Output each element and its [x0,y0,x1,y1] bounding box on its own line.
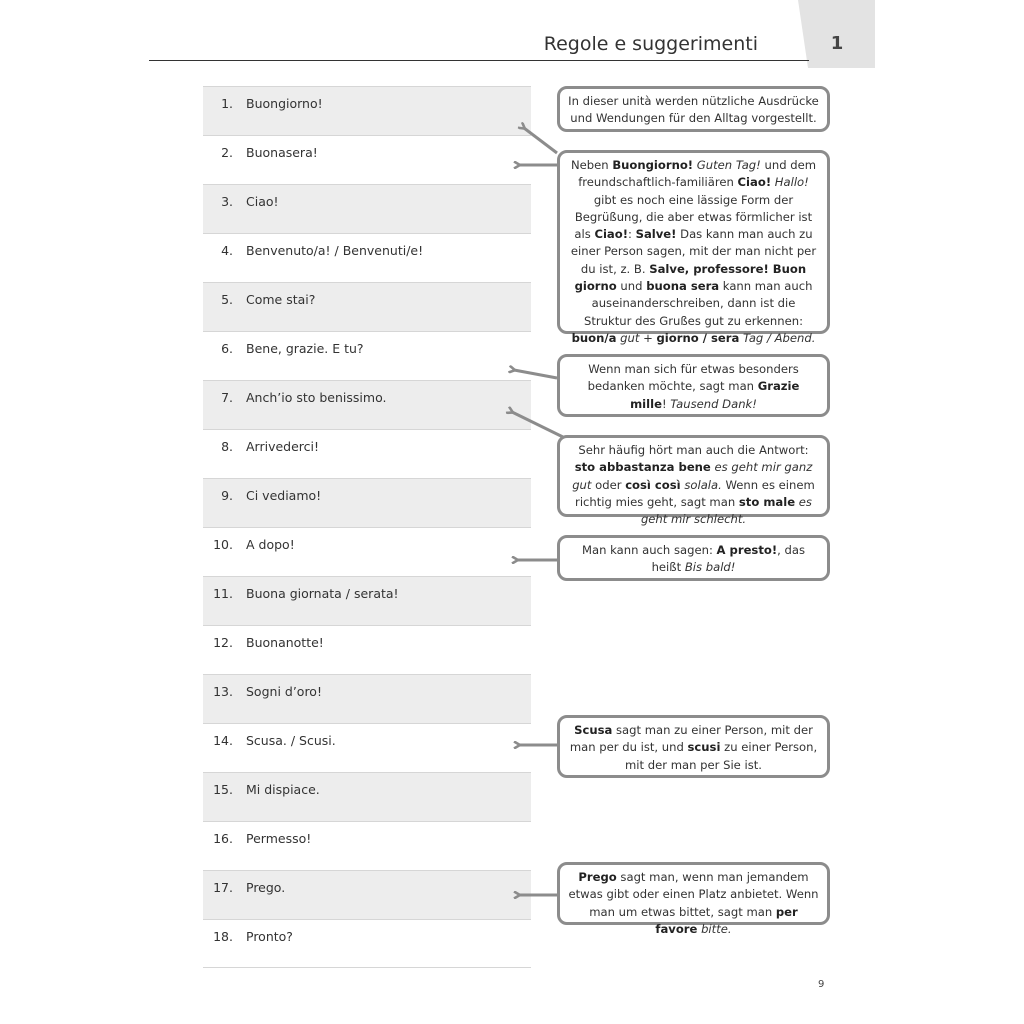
tip-text-segment: Wenn man sich für etwas besonders bedanken möchte, sagt man [587,362,799,394]
tip-text-segment: Tausend Dank! [670,396,757,411]
phrase-number: 11. [213,586,233,601]
phrase-number: 18. [213,929,233,944]
phrase-text: Sogni d’oro! [246,684,322,699]
phrase-text: Buongiorno! [246,96,323,111]
tip-box-greetings [557,150,830,345]
header-rule [149,60,809,61]
tip-text-segment: Grazie mille [630,379,800,411]
phrase-row [203,478,531,527]
phrase-row [203,674,531,723]
phrase-number: 17. [213,880,233,895]
phrase-row [203,772,531,821]
phrase-row [203,821,531,870]
phrase-text: Pronto? [246,929,293,944]
tip-text-segment: gut [620,330,640,345]
phrase-text: Ciao! [246,194,279,209]
phrase-row [203,184,531,233]
tip-text-segment: es geht mir ganz gut [572,460,813,492]
tip-box-prego [557,862,830,936]
phrase-row [203,429,531,478]
phrase-text: Scusa. / Scusi. [246,733,336,748]
tip-text-segment: buona sera [646,279,720,294]
tip-text-segment: Man kann auch sagen: [581,543,717,557]
phrase-number: 16. [213,831,233,846]
tip-text-segment: , das heißt [651,543,806,575]
phrase-text: Arrivederci! [246,439,320,454]
tip-text-segment: solala. [684,477,722,492]
phrase-number: 14. [213,733,233,748]
tip-text-segment: Ciao! [594,227,628,242]
phrase-number: 2. [221,145,233,160]
phrase-number: 7. [221,390,233,405]
tip-text-segment: A presto! [716,543,778,557]
phrase-row [203,576,531,625]
tip-text-segment: buon/a [571,330,617,345]
tip-text-segment: Guten Tag! [696,158,761,172]
tip-box-thanks [557,354,830,417]
tip-text-segment: ! [661,396,671,411]
phrase-row [203,870,531,919]
tip-text-segment: und [616,279,647,294]
page-title: Regole e suggerimenti [543,33,758,55]
tip-text-segment: scusi [687,740,721,755]
phrase-number: 1. [221,96,233,111]
phrase-row [203,135,531,184]
tip-text-segment: Neben [570,158,613,172]
tip-text-segment: + [639,330,657,345]
tip-box-answer [557,435,830,527]
tip-text-segment: bitte. [701,921,732,936]
tip-text-segment: per favore [655,904,798,936]
phrase-number: 9. [221,488,233,503]
phrase-row [203,282,531,331]
tip-text-segment: così così [625,477,681,492]
tip-text-segment: sagt man, wenn man jemandem etwas gibt oder einen Platz anbietet. Wenn man um etwas bittet, sagt man [568,870,819,919]
phrase-number: 6. [221,341,233,356]
tip-box-presto [557,535,830,581]
tip-text-segment: In dieser unità werden nützliche Ausdrücke und Wendungen für den Alltag vorgestellt. [568,94,819,126]
tip-text-segment: Sehr häufig hört man auch die Antwort: [578,443,809,457]
tip-text-segment: Das kann man auch zu einer Person sagen, mit der man nicht per du ist, z. B. [570,227,817,276]
phrase-number: 12. [213,635,233,650]
phrase-text: Come stai? [246,292,316,307]
phrase-text: Benvenuto/a! / Benvenuti/e! [246,243,424,258]
tip-text-segment: giorno / sera [656,330,740,345]
tip-text-segment: Ciao! [737,175,772,190]
phrase-text: Prego. [246,880,286,895]
tip-box-intro [557,86,830,132]
tip-text-segment: sto male [738,494,796,509]
phrase-row [203,233,531,282]
tip-text-segment: und dem freundschaftlich-familiären [578,158,817,190]
chapter-number: 1 [830,33,844,54]
tip-text-segment: kann man auch auseinanderschreiben, dann ist die Struktur des Grußes gut zu erkennen: [583,279,813,328]
tip-text-segment: oder [591,477,626,492]
phrase-text: Anch’io sto benissimo. [246,390,387,405]
phrase-text: Mi dispiace. [246,782,320,797]
phrase-number: 4. [221,243,233,258]
tip-text-segment: : [628,227,636,242]
tip-text-segment: Scusa [574,723,613,737]
tip-text-segment: zu einer Person, mit der man per Sie ist. [625,740,818,772]
page-number: 9 [818,979,825,990]
phrase-number: 5. [221,292,233,307]
phrase-row [203,527,531,576]
phrase-row [203,919,531,968]
phrase-text: Ci vediamo! [246,488,322,503]
tip-text-segment: sagt man zu einer Person, mit der man per du ist, und [569,723,813,755]
phrase-list [203,86,531,968]
phrase-text: Bene, grazie. E tu? [246,341,364,356]
phrase-text: A dopo! [246,537,295,552]
phrase-number: 3. [221,194,233,209]
tip-text-segment: es geht mir schlecht. [640,494,812,527]
tip-text-segment: gibt es noch eine lässige Form der Begrüßung, die aber etwas förmlicher ist als [574,192,813,242]
phrase-number: 8. [221,439,233,454]
phrase-text: Buonanotte! [246,635,324,650]
tip-text-segment: Salve, professore! Buon giorno [574,261,807,294]
phrase-number: 15. [213,782,233,797]
phrase-number: 10. [213,537,233,552]
tip-box-scusa [557,715,830,778]
phrase-row [203,86,531,135]
tip-text-segment: Prego [578,870,617,884]
phrase-row [203,625,531,674]
phrase-text: Buona giornata / serata! [246,586,399,601]
phrase-text: Buonasera! [246,145,318,160]
phrase-row [203,380,531,429]
tip-text-segment: Wenn es einem richtig mies geht, sagt man [575,477,815,509]
tip-text-segment: Buongiorno! [612,158,694,172]
tip-text-segment: Hallo! [774,175,809,190]
phrase-number: 13. [213,684,233,699]
phrase-text: Permesso! [246,831,312,846]
tip-text-segment: Salve! [635,227,677,242]
tip-text-segment: sto abbastanza bene [574,460,711,475]
phrase-row [203,331,531,380]
phrase-row [203,723,531,772]
tip-text-segment: Bis bald! [684,560,736,575]
tip-text-segment: Tag / Abend. [742,330,816,345]
